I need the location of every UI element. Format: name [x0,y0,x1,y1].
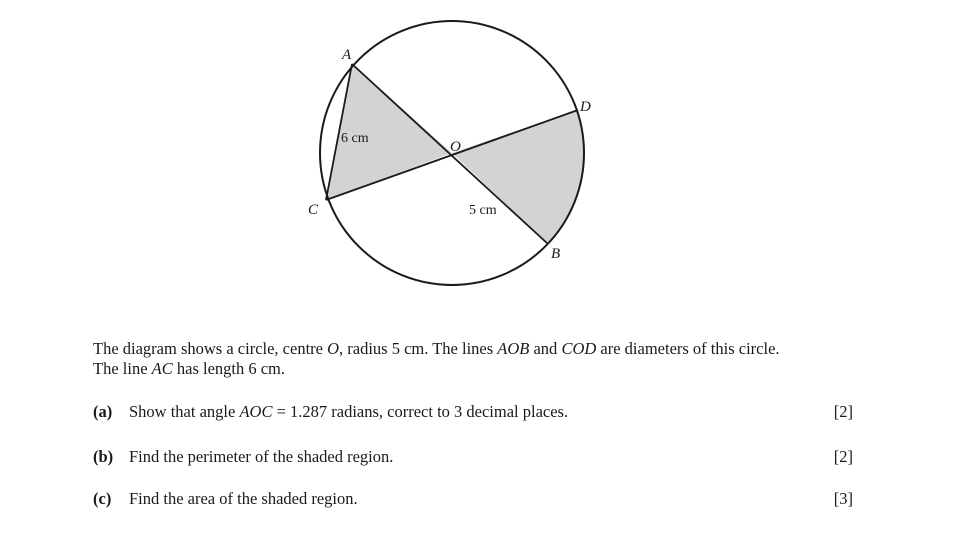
intro-var-COD: COD [561,339,597,358]
intro-text: has length 6 cm. [172,359,286,378]
question-c-marks: [3] [833,489,853,508]
intro-var-O: O [327,339,340,358]
question-a-var-AOC: AOC [239,402,273,421]
question-b-marks: [2] [833,447,853,466]
question-a-text [129,401,568,423]
question-b [93,446,853,468]
question-a-label: (a) [93,402,113,421]
intro-line-1 [93,339,893,359]
question-a-marks: [2] [833,402,853,421]
intro-line-2 [93,359,893,379]
question-c [93,488,853,510]
intro-var-AC: AC [151,359,173,378]
question-c-label: (c) [93,489,112,508]
intro-text: , radius 5 cm. The lines [339,339,498,358]
question-a [93,401,853,423]
intro-text: The diagram shows a circle, centre [93,339,328,358]
label-point-A: A [342,47,352,63]
question-b-text: Find the perimeter of the shaded region. [129,447,394,466]
intro-text: and [529,339,562,358]
question-c-text: Find the area of the shaded region. [129,489,358,508]
label-length-AC: 6 cm [341,131,369,146]
label-point-B: B [551,246,561,262]
label-point-D: D [580,99,591,115]
question-b-label: (b) [93,447,114,466]
label-point-O: O [450,139,461,155]
label-point-C: C [308,202,319,218]
intro-text: The line [93,359,152,378]
label-length-OB: 5 cm [469,203,497,218]
problem-intro [93,339,893,379]
question-a-text-part: Show that angle [129,402,240,421]
intro-var-AOB: AOB [497,339,530,358]
question-a-text-part: = 1.287 radians, correct to 3 decimal places. [272,402,569,421]
intro-text: are diameters of this circle. [596,339,780,358]
shaded-sector-BOD [452,110,585,244]
